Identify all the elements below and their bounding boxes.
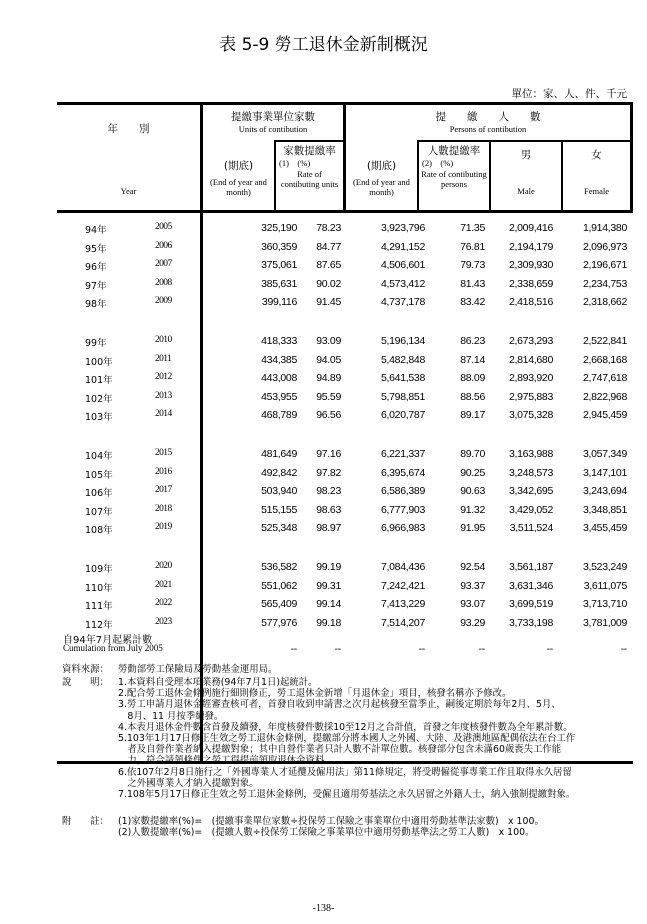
cumulation-persons: -- <box>418 643 425 655</box>
cell-units: 503,940 <box>261 485 297 498</box>
cell-male: 3,248,573 <box>508 466 553 479</box>
cell-female: 2,945,459 <box>582 409 627 422</box>
cell-persons-rate: 90.25 <box>460 466 485 479</box>
explain-line: 8月、11 月按季續發。 <box>118 710 224 722</box>
cell-units-rate: 93.09 <box>316 335 341 347</box>
cell-units: 453,955 <box>261 390 297 403</box>
cell-female: 2,196,671 <box>582 259 627 272</box>
units-rate-en: Rate of contibuting units <box>280 169 339 189</box>
explain-line: 6.依107年2月8日施行之「外國專業人才延攬及僱用法」第11條規定，將受聘僱從事專業工作且取得永久居留 <box>118 766 572 778</box>
cell-units: 399,116 <box>261 296 297 309</box>
table-row <box>57 483 633 501</box>
year-roc: 111年 <box>85 601 113 613</box>
cumulation-row <box>57 631 633 661</box>
cell-units-rate: 96.56 <box>316 409 341 422</box>
year-roc: 95年 <box>85 243 107 255</box>
cell-persons: 5,641,538 <box>380 372 425 385</box>
cell-male: 2,309,930 <box>508 259 553 272</box>
male-header-en: Male <box>517 186 535 196</box>
cumulation-units-rate: -- <box>334 643 341 655</box>
cell-persons-rate: 81.43 <box>460 277 485 290</box>
year-roc: 106年 <box>85 488 113 500</box>
cell-male: 3,511,524 <box>509 522 553 535</box>
cell-persons: 6,221,337 <box>380 448 425 460</box>
table-row <box>57 465 633 483</box>
cell-male: 2,975,883 <box>508 390 553 403</box>
table-row <box>57 220 633 238</box>
cell-female: 2,096,973 <box>582 240 627 253</box>
cell-persons: 4,573,412 <box>380 277 425 290</box>
cell-persons: 4,506,601 <box>380 259 425 272</box>
cell-persons-rate: 92.54 <box>460 561 485 573</box>
year-roc: 98年 <box>85 299 107 311</box>
cell-persons-rate: 90.63 <box>460 485 485 498</box>
cell-male: 2,673,293 <box>508 335 553 347</box>
cell-female: 2,668,168 <box>582 353 627 366</box>
explain-line: 3.勞工申請月退休金經審查核可者，首發自收到申請書之次月起核發至當季止，嗣後定期於每年2月、5月、 <box>118 699 561 711</box>
cell-male: 2,009,416 <box>508 222 553 234</box>
cell-male: 3,163,988 <box>508 448 553 460</box>
male-header-cn: 男 <box>520 149 532 161</box>
cell-male: 2,893,920 <box>508 372 553 385</box>
year-roc: 104年 <box>85 451 113 462</box>
annex-line: (2)人數提繳率(%)= (提繳人數÷投保勞工保險之事業單位中適用勞動基準法之勞工人數) x 100。 <box>118 827 535 838</box>
year-roc: 99年 <box>85 338 107 349</box>
cumulation-male: -- <box>546 643 553 655</box>
cell-units-rate: 90.02 <box>316 277 341 290</box>
cell-units-rate: 99.19 <box>316 561 341 573</box>
cell-male: 2,418,516 <box>508 296 553 309</box>
cell-female: 3,713,710 <box>582 598 627 611</box>
cell-persons-rate: 76.81 <box>460 240 485 253</box>
source-text: 勞動部勞工保險局及勞動基金運用局。 <box>118 664 278 675</box>
cell-units: 434,385 <box>261 353 297 366</box>
cell-units: 525,348 <box>261 522 297 535</box>
cell-persons: 6,020,787 <box>380 409 425 422</box>
cell-persons: 3,923,796 <box>380 222 425 234</box>
cell-persons: 7,413,229 <box>380 598 425 611</box>
page-number: -138- <box>312 903 335 914</box>
cell-male: 2,338,659 <box>508 277 553 290</box>
cell-units: 577,976 <box>261 616 297 629</box>
year-roc: 94年 <box>85 225 107 236</box>
explain-line: 7.108年5月17日修正生效之勞工退休金條例，受僱且適用勞基法之永久居留之外籍人士，納入強制提繳對象。 <box>118 789 576 800</box>
table-row <box>57 294 633 312</box>
table-title: 表 5-9 勞工退休金新制概況 <box>219 35 428 55</box>
year-header-cn: 年 別 <box>107 123 150 135</box>
year-ad: 2007 <box>155 259 172 270</box>
year-roc: 96年 <box>85 262 107 274</box>
cell-male: 3,429,052 <box>508 503 553 516</box>
cell-female: 2,234,753 <box>582 277 627 290</box>
cell-persons-rate: 83.42 <box>460 296 485 309</box>
cumulation-units: -- <box>290 643 297 655</box>
annex-label: 附 註： <box>62 816 109 827</box>
source-label: 資料來源： <box>62 664 109 675</box>
female-header-en: Female <box>583 186 610 196</box>
units-rate-note: (1) (%) <box>279 158 311 168</box>
cell-male: 3,733,198 <box>508 616 553 629</box>
cell-persons: 6,966,983 <box>380 522 425 535</box>
year-ad: 2022 <box>155 598 172 609</box>
cell-units-rate: 99.14 <box>316 598 341 611</box>
cumulation-female: -- <box>620 643 627 655</box>
persons-rate-note: (2) (%) <box>422 158 454 168</box>
cell-persons: 6,777,903 <box>380 503 425 516</box>
persons-rate-cn: 人數提繳率 <box>427 145 481 157</box>
divider <box>630 105 633 210</box>
cell-units: 492,842 <box>261 466 297 479</box>
cell-female: 2,522,841 <box>582 335 627 347</box>
units-header-en: Units of contibution <box>238 124 308 134</box>
year-roc: 103年 <box>85 412 113 424</box>
cell-persons-rate: 91.95 <box>460 522 485 535</box>
year-ad: 2006 <box>155 240 172 251</box>
year-roc: 109年 <box>85 564 113 575</box>
table-row <box>57 370 633 388</box>
units-period-en: (End of year and month) <box>210 177 267 197</box>
female-header-cn: 女 <box>591 149 602 161</box>
cell-female: 3,057,349 <box>582 448 627 460</box>
table-row <box>57 446 633 464</box>
persons-header-cn: 提 繳 人 數 <box>435 111 541 123</box>
year-ad: 2005 <box>155 222 172 232</box>
persons-header-en: Persons of contibution <box>449 124 527 134</box>
cell-units: 418,333 <box>261 335 297 347</box>
year-ad: 2010 <box>155 335 172 345</box>
table-row <box>57 239 633 257</box>
year-ad: 2013 <box>155 390 172 401</box>
year-roc: 100年 <box>85 356 113 368</box>
year-roc: 102年 <box>85 393 113 405</box>
table-row <box>57 389 633 407</box>
cell-persons-rate: 79.73 <box>460 259 485 272</box>
cell-female: 1,914,380 <box>582 222 627 234</box>
table-row <box>57 257 633 275</box>
cell-units: 385,631 <box>261 277 297 290</box>
persons-period-en: (End of year and month) <box>353 177 410 197</box>
table-header <box>57 105 633 213</box>
cell-persons-rate: 88.56 <box>460 390 485 403</box>
year-ad: 2018 <box>155 503 172 514</box>
year-roc: 108年 <box>85 525 113 537</box>
cell-male: 3,699,519 <box>508 598 553 611</box>
divider <box>417 140 633 142</box>
year-ad: 2017 <box>155 485 172 496</box>
year-header-en: Year <box>120 186 137 196</box>
cell-male: 2,814,680 <box>508 353 553 366</box>
cell-male: 2,194,179 <box>508 240 553 253</box>
cell-persons-rate: 91.32 <box>460 503 485 516</box>
cell-units: 443,008 <box>261 372 297 385</box>
cell-male: 3,342,695 <box>508 485 553 498</box>
cell-units-rate: 98.23 <box>316 485 341 498</box>
cell-persons-rate: 93.29 <box>460 616 485 629</box>
cell-persons: 5,798,851 <box>380 390 425 403</box>
cell-units-rate: 78.23 <box>316 222 341 234</box>
cumulation-label-en: Cumulation from July 2005 <box>63 643 163 653</box>
year-ad: 2009 <box>155 296 172 307</box>
cell-units: 536,582 <box>261 561 297 573</box>
cell-units-rate: 98.97 <box>316 522 341 535</box>
cell-female: 3,781,009 <box>582 616 627 629</box>
year-ad: 2015 <box>155 448 172 458</box>
explain-line: 1.本資料自受理本項業務(94年7月1日)起統計。 <box>118 677 318 688</box>
year-roc: 105年 <box>85 469 113 481</box>
cell-persons: 4,291,152 <box>380 240 425 253</box>
cell-persons: 7,084,436 <box>380 561 425 573</box>
cell-units-rate: 95.59 <box>316 390 341 403</box>
cell-male: 3,075,328 <box>508 409 553 422</box>
cell-male: 3,561,187 <box>508 561 553 573</box>
cell-units-rate: 99.31 <box>316 579 341 592</box>
cell-units: 551,062 <box>261 579 297 592</box>
explain-line: 力，符合請領條件之勞工得提前領取退休金資料。 <box>118 755 334 767</box>
explain-line: 5.103年1月17日修正生效之勞工退休金條例，提繳部分將本國人之外國、大陸、及港澳地區配偶依法在台工作 <box>118 733 576 744</box>
cell-female: 2,318,662 <box>582 296 627 309</box>
explain-line: 4.本表月退休金件數含首發及續發，年度核發件數採10至12月之合計值，首發之年度核發件數為全年累計數。 <box>118 721 573 733</box>
cell-persons: 6,586,389 <box>380 485 425 498</box>
cell-units: 565,409 <box>261 598 297 611</box>
cell-units: 468,789 <box>261 409 297 422</box>
cell-units: 325,190 <box>261 222 297 234</box>
cell-units: 515,155 <box>261 503 297 516</box>
year-ad: 2021 <box>155 579 172 590</box>
cell-female: 2,747,618 <box>582 372 627 385</box>
cell-units: 375,061 <box>261 259 297 272</box>
cell-units-rate: 91.45 <box>316 296 341 309</box>
cell-units-rate: 84.77 <box>316 240 341 253</box>
cell-male: 3,631,346 <box>508 579 553 592</box>
table-row <box>57 407 633 425</box>
explain-label: 說 明： <box>62 677 109 688</box>
units-rate-cn: 家數提繳率 <box>283 145 336 157</box>
year-ad: 2011 <box>155 353 172 364</box>
table-row <box>57 578 633 596</box>
cell-female: 2,822,968 <box>582 390 627 403</box>
table-row <box>57 502 633 520</box>
cell-persons-rate: 88.09 <box>460 372 485 385</box>
cell-persons: 4,737,178 <box>380 296 425 309</box>
cell-persons: 5,482,848 <box>380 353 425 366</box>
cumulation-label-cn: 自94年7月起累計數 <box>63 635 153 646</box>
explain-line: 2.配合勞工退休金條例施行細則修正，勞工退休金新增「月退休金」項目，核發名稱亦予修改。 <box>118 688 512 700</box>
cell-units-rate: 94.89 <box>316 372 341 385</box>
year-ad: 2019 <box>155 522 172 533</box>
explain-line: 者及自營作業者納入提繳對象；其中自營作業者只計人數不計單位數。核發部分包含未滿60歲喪失工作能 <box>118 744 562 756</box>
year-roc: 110年 <box>85 582 113 594</box>
cell-female: 3,348,851 <box>582 503 627 516</box>
cell-units-rate: 99.18 <box>316 616 341 629</box>
cell-persons-rate: 71.35 <box>460 222 485 234</box>
units-header-cn: 提繳事業單位家數 <box>231 111 315 123</box>
table-row <box>57 352 633 370</box>
cell-units-rate: 94.05 <box>316 353 341 366</box>
year-roc: 112年 <box>85 619 113 631</box>
explain-line: 之外國專業人才納入提繳對象。 <box>118 777 259 789</box>
year-ad: 2012 <box>155 372 172 383</box>
cumulation-persons-rate: -- <box>478 643 485 655</box>
divider <box>274 140 344 142</box>
cell-persons-rate: 89.70 <box>460 448 485 460</box>
cell-female: 3,147,101 <box>582 466 627 479</box>
annex-line: (1)家數提繳率(%)= (提繳事業單位家數÷投保勞工保險之事業單位中適用勞動基準法家數) x 100。 <box>118 816 544 827</box>
cell-persons-rate: 87.14 <box>460 353 485 366</box>
cell-units-rate: 97.16 <box>316 448 341 460</box>
cell-units-rate: 97.82 <box>316 466 341 479</box>
cell-female: 3,611,075 <box>583 579 627 592</box>
unit-label: 單位：家、人、件、千元 <box>511 88 627 100</box>
table-row <box>57 520 633 538</box>
persons-period-cn: (期底) <box>366 160 397 172</box>
year-roc: 97年 <box>85 280 107 292</box>
cell-persons: 6,395,674 <box>380 466 425 479</box>
cell-persons-rate: 86.23 <box>460 335 485 347</box>
cell-female: 3,455,459 <box>582 522 627 535</box>
table-row <box>57 559 633 577</box>
cell-units: 481,649 <box>261 448 297 460</box>
cell-persons-rate: 93.07 <box>460 598 485 611</box>
year-ad: 2016 <box>155 466 172 477</box>
cell-units: 360,359 <box>261 240 297 253</box>
cell-persons-rate: 89.17 <box>460 409 485 422</box>
year-ad: 2014 <box>155 409 172 420</box>
year-roc: 107年 <box>85 506 113 518</box>
table-row <box>57 333 633 351</box>
persons-rate-en: Rate of contibuting persons <box>421 169 487 189</box>
year-ad: 2020 <box>155 561 172 571</box>
cell-female: 3,243,694 <box>582 485 627 498</box>
cell-units-rate: 87.65 <box>316 259 341 272</box>
year-ad: 2008 <box>155 277 172 288</box>
cell-persons-rate: 93.37 <box>460 579 485 592</box>
year-roc: 101年 <box>85 375 113 387</box>
cell-units-rate: 98.63 <box>316 503 341 516</box>
cell-persons: 5,196,134 <box>380 335 425 347</box>
units-period-cn: (期底) <box>223 160 254 172</box>
cell-female: 3,523,249 <box>582 561 627 573</box>
cell-persons: 7,514,207 <box>380 616 425 629</box>
table-row <box>57 596 633 614</box>
table-row <box>57 276 633 294</box>
cell-persons: 7,242,421 <box>380 579 425 592</box>
year-ad: 2023 <box>155 616 172 627</box>
